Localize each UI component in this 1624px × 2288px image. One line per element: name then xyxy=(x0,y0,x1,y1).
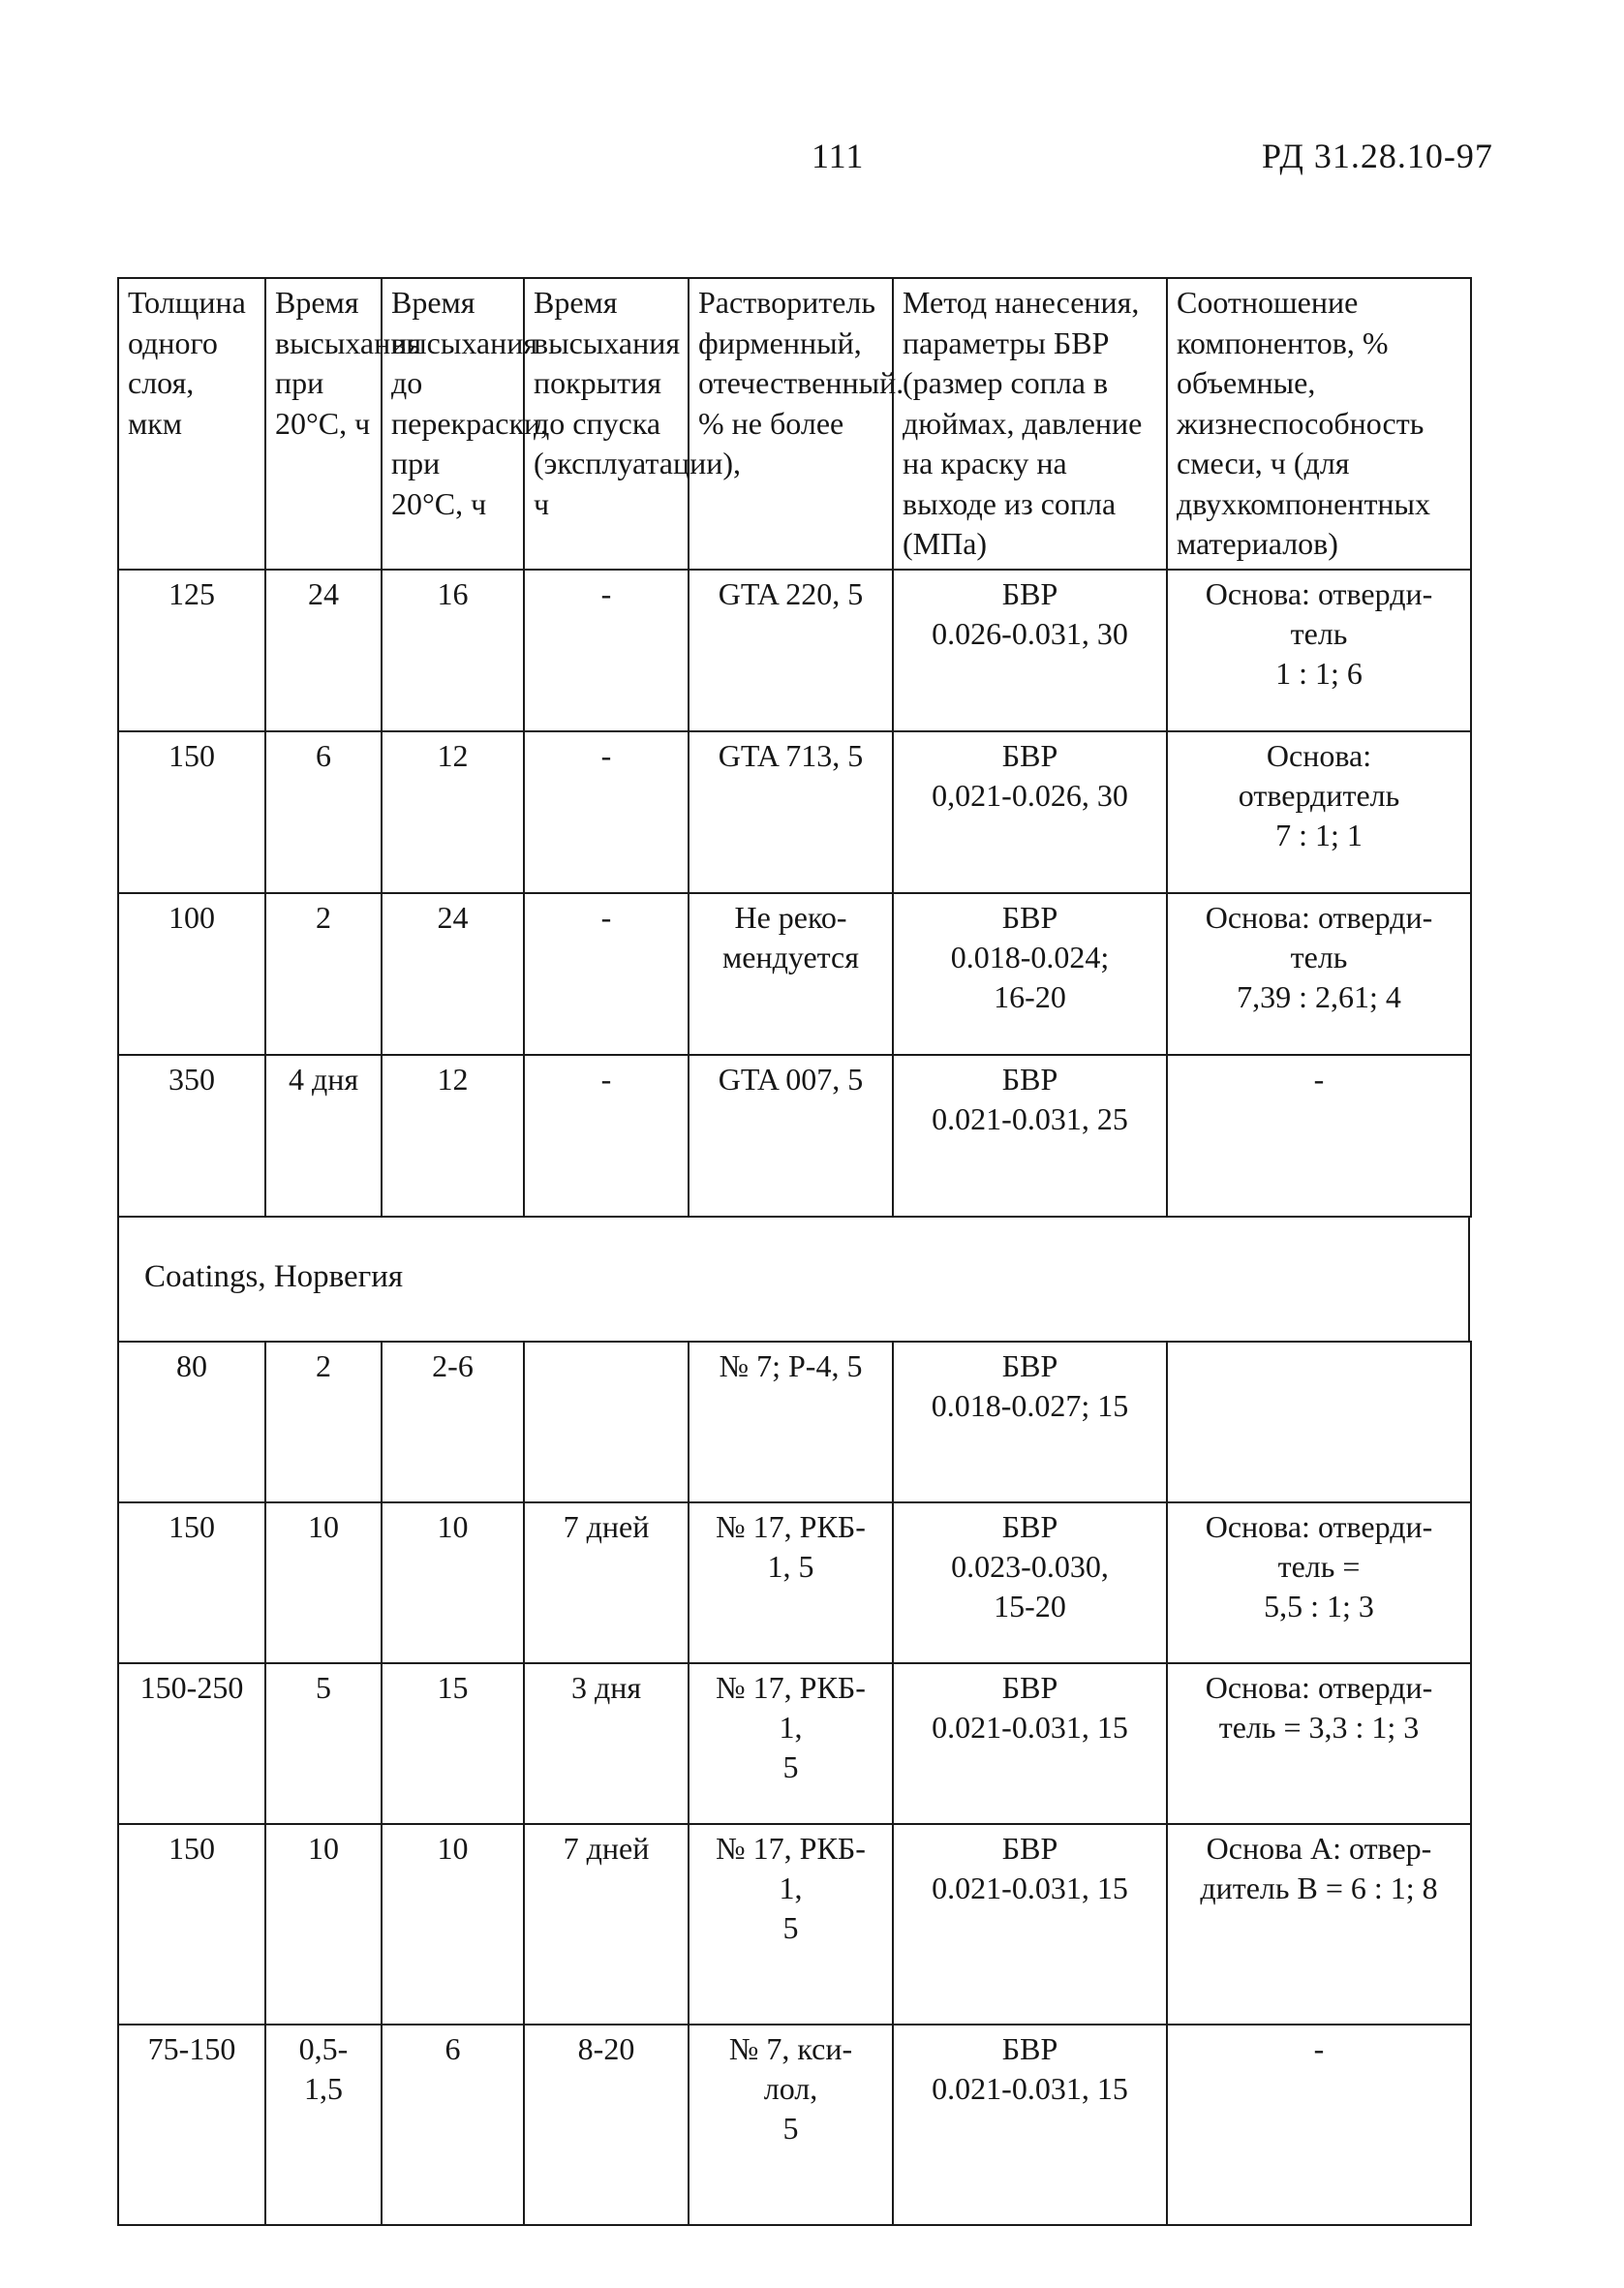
table-cell: 150-250 xyxy=(118,1663,265,1824)
table-cell xyxy=(524,1342,689,1502)
table-cell: Основа: отверди- тель = 5,5 : 1; 3 xyxy=(1167,1502,1471,1663)
header-mix-ratio: Соотношение компонентов, % объемные, жизнеспособность смеси, ч (для двухкомпонентных материалов) xyxy=(1167,278,1471,570)
table-cell: 2 xyxy=(265,893,382,1055)
table-cell: БВР 0.023-0.030, 15-20 xyxy=(893,1502,1167,1663)
table-cell: - xyxy=(524,1055,689,1217)
table-cell: 3 дня xyxy=(524,1663,689,1824)
table-cell: БВР 0.018-0.027; 15 xyxy=(893,1342,1167,1502)
table-cell: БВР 0.021-0.031, 15 xyxy=(893,1824,1167,2025)
table-cell: БВР 0.021-0.031, 25 xyxy=(893,1055,1167,1217)
table-cell: 16 xyxy=(382,570,524,731)
table-cell: Основа: отвердитель 7 : 1; 1 xyxy=(1167,731,1471,893)
table-cell: 125 xyxy=(118,570,265,731)
header-application-method: Метод нанесения, параметры БВР (размер сопла в дюймах, давление на краску на выходе из сопла (МПа) xyxy=(893,278,1167,570)
table-cell: 7 дней xyxy=(524,1824,689,2025)
table-cell: Основа: отверди- тель 7,39 : 2,61; 4 xyxy=(1167,893,1471,1055)
table-cell: БВР 0.021-0.031, 15 xyxy=(893,2025,1167,2225)
header-launch-time: Время высыхания покрытия до спуска (эксплуатации), ч xyxy=(524,278,689,570)
table-cell: 2 xyxy=(265,1342,382,1502)
table-cell: 350 xyxy=(118,1055,265,1217)
table-cell: Основа: отверди- тель = 3,3 : 1; 3 xyxy=(1167,1663,1471,1824)
coatings-table-top xyxy=(117,277,1472,1218)
page-number: 111 xyxy=(812,137,865,175)
table-row xyxy=(118,893,1471,1055)
header-dry-time: Время высыхания при 20°С, ч xyxy=(265,278,382,570)
table-cell: № 17, РКБ- 1, 5 xyxy=(689,1824,893,2025)
table-cell: 6 xyxy=(382,2025,524,2225)
table-cell: 12 xyxy=(382,1055,524,1217)
table-cell: БВР 0.021-0.031, 15 xyxy=(893,1663,1167,1824)
table-cell: 150 xyxy=(118,731,265,893)
table-cell: БВР 0,021-0.026, 30 xyxy=(893,731,1167,893)
table-cell: 10 xyxy=(382,1824,524,2025)
table2-body xyxy=(118,1342,1471,2225)
table-cell: 0,5- 1,5 xyxy=(265,2025,382,2225)
table-cell: - xyxy=(524,570,689,731)
table-cell: - xyxy=(1167,1055,1471,1217)
table-cell: 75-150 xyxy=(118,2025,265,2225)
table-row xyxy=(118,731,1471,893)
table-row xyxy=(118,1055,1471,1217)
table-cell: Не реко- мендуется xyxy=(689,893,893,1055)
table-cell: 5 xyxy=(265,1663,382,1824)
document-code: РД 31.28.10-97 xyxy=(1262,137,1493,175)
table-cell: Основа: отверди- тель 1 : 1; 6 xyxy=(1167,570,1471,731)
table1-body xyxy=(118,570,1471,1217)
table-cell: 80 xyxy=(118,1342,265,1502)
table-cell: 24 xyxy=(382,893,524,1055)
table-cell: 10 xyxy=(265,1824,382,2025)
table-cell: 15 xyxy=(382,1663,524,1824)
table-cell: № 7, кси- лол, 5 xyxy=(689,2025,893,2225)
table-cell: БВР 0.026-0.031, 30 xyxy=(893,570,1167,731)
table-cell xyxy=(1167,1342,1471,1502)
table-row xyxy=(118,1663,1471,1824)
table-cell: № 17, РКБ- 1, 5 xyxy=(689,1663,893,1824)
table-cell: 2-6 xyxy=(382,1342,524,1502)
table-cell: - xyxy=(524,893,689,1055)
table-cell: 7 дней xyxy=(524,1502,689,1663)
table-cell: GTA 220, 5 xyxy=(689,570,893,731)
table-cell: 6 xyxy=(265,731,382,893)
table-row xyxy=(118,1502,1471,1663)
table-cell: 100 xyxy=(118,893,265,1055)
coatings-table-bottom xyxy=(117,1341,1472,2226)
table-cell: 12 xyxy=(382,731,524,893)
table-cell: 150 xyxy=(118,1502,265,1663)
table-cell: 4 дня xyxy=(265,1055,382,1217)
section-title: Coatings, Норвегия xyxy=(144,1259,404,1294)
table-row xyxy=(118,570,1471,731)
table-cell: 24 xyxy=(265,570,382,731)
header-solvent: Растворитель фирменный, отечественный. % не более xyxy=(689,278,893,570)
table-row xyxy=(118,1824,1471,2025)
table-row xyxy=(118,2025,1471,2225)
table-cell: 10 xyxy=(382,1502,524,1663)
header-recoat-time: Время высыхания до перекраски, при 20°С, ч xyxy=(382,278,524,570)
table-cell: 10 xyxy=(265,1502,382,1663)
header-row xyxy=(118,278,1471,570)
table-row xyxy=(118,1342,1471,1502)
table-cell: Основа А: отвер- дитель В = 6 : 1; 8 xyxy=(1167,1824,1471,2025)
table-cell: - xyxy=(1167,2025,1471,2225)
table-cell: № 17, РКБ- 1, 5 xyxy=(689,1502,893,1663)
table-cell: GTA 007, 5 xyxy=(689,1055,893,1217)
table-cell: GTA 713, 5 xyxy=(689,731,893,893)
table-cell: 150 xyxy=(118,1824,265,2025)
header-thickness: Толщина одного слоя, мкм xyxy=(118,278,265,570)
table-cell: 8-20 xyxy=(524,2025,689,2225)
table-cell: БВР 0.018-0.024; 16-20 xyxy=(893,893,1167,1055)
table-cell: - xyxy=(524,731,689,893)
table-cell: № 7; Р-4, 5 xyxy=(689,1342,893,1502)
